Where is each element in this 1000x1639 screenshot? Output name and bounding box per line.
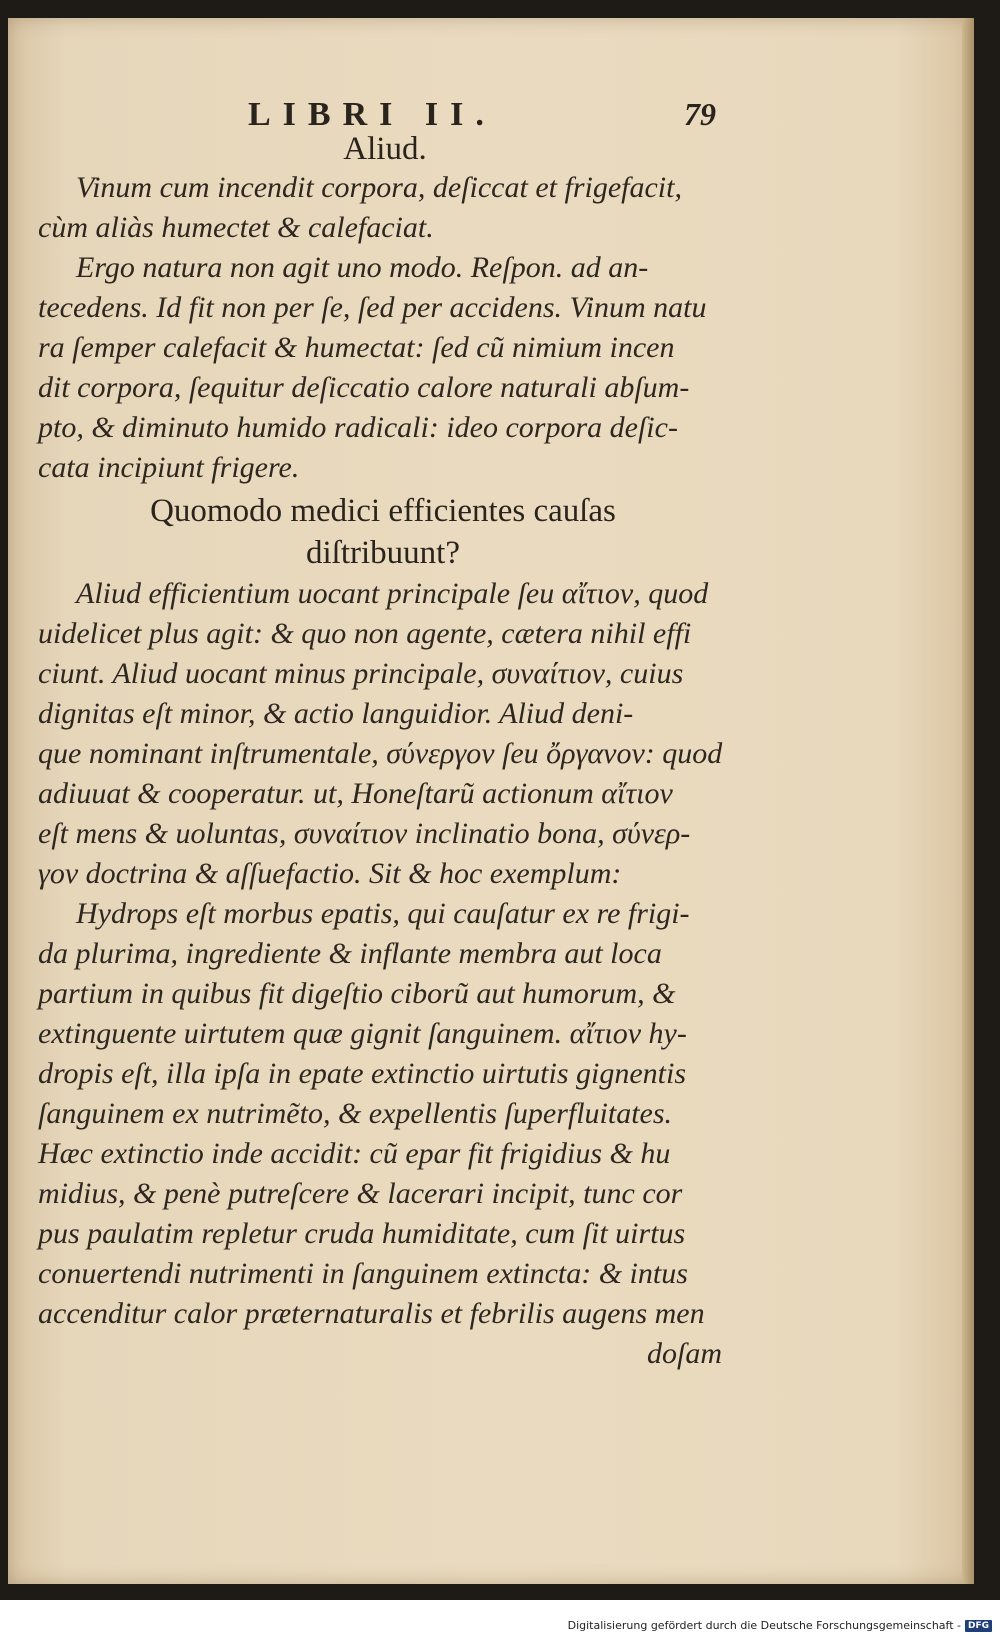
text-line: cata incipiunt frigere. <box>38 451 300 484</box>
text-line: da plurima, ingrediente & inflante membra aut loca <box>38 937 662 970</box>
text-line: dit corpora, ſequitur deſiccatio calore naturali abſum- <box>38 371 690 404</box>
text-line: uidelicet plus agit: & quo non agente, cætera nihil effi <box>38 617 692 650</box>
text-line: Hydrops eſt morbus epatis, qui cauſatur ex re frigi- <box>76 897 690 930</box>
section-heading: Quomodo medici efficientes cauſas <box>150 493 616 529</box>
text-line: que nominant inſtrumentale, σύνεργον ſeu ὄργανον: quod <box>38 737 723 770</box>
text-line: adiuuat & cooperatur. ut, Honeſtarũ actionum αἴτιον <box>38 777 673 810</box>
text-line: conuertendi nutrimenti in ſanguinem extincta: & intus <box>38 1257 688 1290</box>
text-line: eſt mens & uoluntas, συναίτιον inclinatio bona, σύνερ- <box>38 817 691 850</box>
page-number: 79 <box>684 96 716 132</box>
text-line: ra ſemper calefacit & humectat: ſed cũ nimium incen <box>38 331 675 364</box>
dfg-logo: DFG <box>965 1620 992 1632</box>
credit-text: Digitalisierung gefördert durch die Deutsche Forschungsgemeinschaft - <box>567 1619 961 1632</box>
text-line: Aliud efficientium uocant principale ſeu αἴτιον, quod <box>76 577 709 610</box>
text-line: dropis eſt, illa ipſa in epate extinctio uirtutis gignentis <box>38 1057 687 1090</box>
text-line: γον doctrina & aſſuefactio. Sit & hoc exemplum: <box>38 857 622 890</box>
text-line: ciunt. Aliud uocant minus principale, συναίτιον, cuius <box>38 657 684 690</box>
book-page <box>8 18 974 1584</box>
text-line: Hæc extinctio inde accidit: cũ epar fit frigidius & hu <box>38 1137 671 1170</box>
text-line: Ergo natura non agit uno modo. Reſpon. ad an- <box>76 251 649 284</box>
text-line: partium in quibus fit digeſtio ciborũ aut humorum, & <box>38 977 676 1010</box>
text-block <box>38 130 728 1374</box>
digitization-credit <box>568 1619 992 1632</box>
text-line: midius, & penè putreſcere & lacerari incipit, tunc cor <box>38 1177 683 1210</box>
text-line: accenditur calor præternaturalis et febrilis augens men <box>38 1297 705 1330</box>
text-line: extinguente uirtutem quæ gignit ſanguinem. αἴτιον hy- <box>38 1017 687 1050</box>
page-edge <box>962 18 974 1584</box>
section-heading: diſtribuunt? <box>306 535 460 571</box>
text-line: ſanguinem ex nutrimẽto, & expellentis ſuperfluitates. <box>38 1097 673 1130</box>
text-line: pus paulatim repletur cruda humiditate, cum ſit uirtus <box>38 1217 686 1250</box>
text-line: tecedens. Id fit non per ſe, ſed per accidens. Vinum natu <box>38 291 707 324</box>
text-line: pto, & diminuto humido radicali: ideo corpora deſic- <box>38 411 678 444</box>
running-head: LIBRI II. <box>248 96 496 133</box>
text-line: dignitas eſt minor, & actio languidior. Aliud deni- <box>38 697 634 730</box>
text-line: cùm aliàs humectet & calefaciat. <box>38 211 434 244</box>
section-heading: Aliud. <box>343 131 427 167</box>
text-line: Vinum cum incendit corpora, deſiccat et frigefacit, <box>76 171 682 204</box>
catchword: doſam <box>647 1337 722 1370</box>
